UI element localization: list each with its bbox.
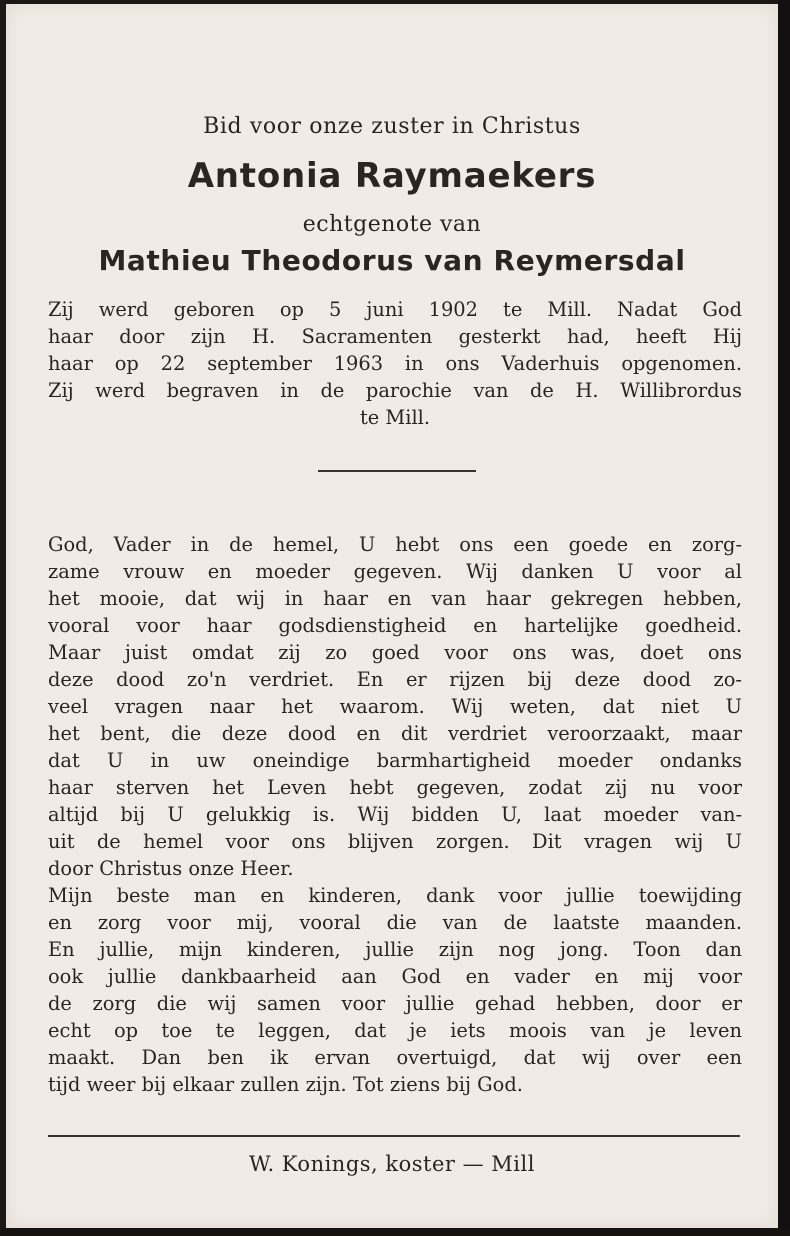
prayer-line: Maar juist omdat zij zo goed voor ons was, doet ons	[48, 641, 742, 664]
spouse-name: Mathieu Theodorus van Reymersdal	[98, 244, 686, 277]
prayer-line: Mijn beste man en kinderen, dank voor jullie toewijding	[48, 884, 742, 907]
bio-line: Zij werd geboren op 5 juni 1902 te Mill. Nadat God	[48, 298, 742, 321]
prayer-line: God, Vader in de hemel, U hebt ons een goede en zorg-	[48, 533, 742, 556]
card-edge-shadow-right	[778, 0, 790, 1236]
prayer-line: echt op toe te leggen, dat je iets moois van je leven	[48, 1019, 742, 1042]
prayer-line: altijd bij U gelukkig is. Wij bidden U, laat moeder van-	[48, 803, 742, 826]
prayer-line: ook jullie dankbaarheid aan God en vader en mij voor	[48, 965, 742, 988]
prayer-paragraph	[48, 531, 742, 1098]
divider-short	[318, 470, 476, 472]
prayer-line: vooral voor haar godsdienstigheid en hartelijke goedheid.	[48, 614, 742, 637]
bio-line: te Mill.	[359, 406, 431, 429]
prayer-line: door Christus onze Heer.	[48, 857, 294, 880]
prayer-line: maakt. Dan ben ik ervan overtuigd, dat wij over een	[48, 1046, 742, 1069]
spouse-label: echtgenote van	[302, 212, 482, 237]
divider-long	[48, 1135, 740, 1137]
memorial-card	[6, 4, 778, 1228]
prayer-line: het mooie, dat wij in haar en van haar gekregen hebben,	[48, 587, 742, 610]
bio-line: haar op 22 september 1963 in ons Vaderhuis opgenomen.	[48, 352, 742, 375]
prayer-line: En jullie, mijn kinderen, jullie zijn nog jong. Toon dan	[48, 938, 742, 961]
prayer-line: tijd weer bij elkaar zullen zijn. Tot ziens bij God.	[48, 1073, 523, 1096]
prayer-line: deze dood zo'n verdriet. En er rijzen bij deze dood zo-	[48, 668, 742, 691]
prayer-line: veel vragen naar het waarom. Wij weten, dat niet U	[48, 695, 742, 718]
deceased-name: Antonia Raymaekers	[187, 156, 597, 196]
prayer-line: zame vrouw en moeder gegeven. Wij danken U voor al	[48, 560, 742, 583]
prayer-line: haar sterven het Leven hebt gegeven, zodat zij nu voor	[48, 776, 742, 799]
prayer-line: het bent, die deze dood en dit verdriet veroorzaakt, maar	[48, 722, 742, 745]
biography-paragraph	[48, 296, 742, 431]
bio-line: Zij werd begraven in de parochie van de H. Willibrordus	[48, 379, 742, 402]
intro-line: Bid voor onze zuster in Christus	[203, 114, 581, 139]
prayer-line: en zorg voor mij, vooral die van de laatste maanden.	[48, 911, 742, 934]
footer-credit: W. Konings, koster — Mill	[249, 1152, 535, 1176]
prayer-line: uit de hemel voor ons blijven zorgen. Dit vragen wij U	[48, 830, 742, 853]
bio-line: haar door zijn H. Sacramenten gesterkt had, heeft Hij	[48, 325, 742, 348]
card-edge-shadow-bottom	[0, 1228, 790, 1236]
prayer-line: de zorg die wij samen voor jullie gehad hebben, door er	[48, 992, 742, 1015]
prayer-line: dat U in uw oneindige barmhartigheid moeder ondanks	[48, 749, 742, 772]
